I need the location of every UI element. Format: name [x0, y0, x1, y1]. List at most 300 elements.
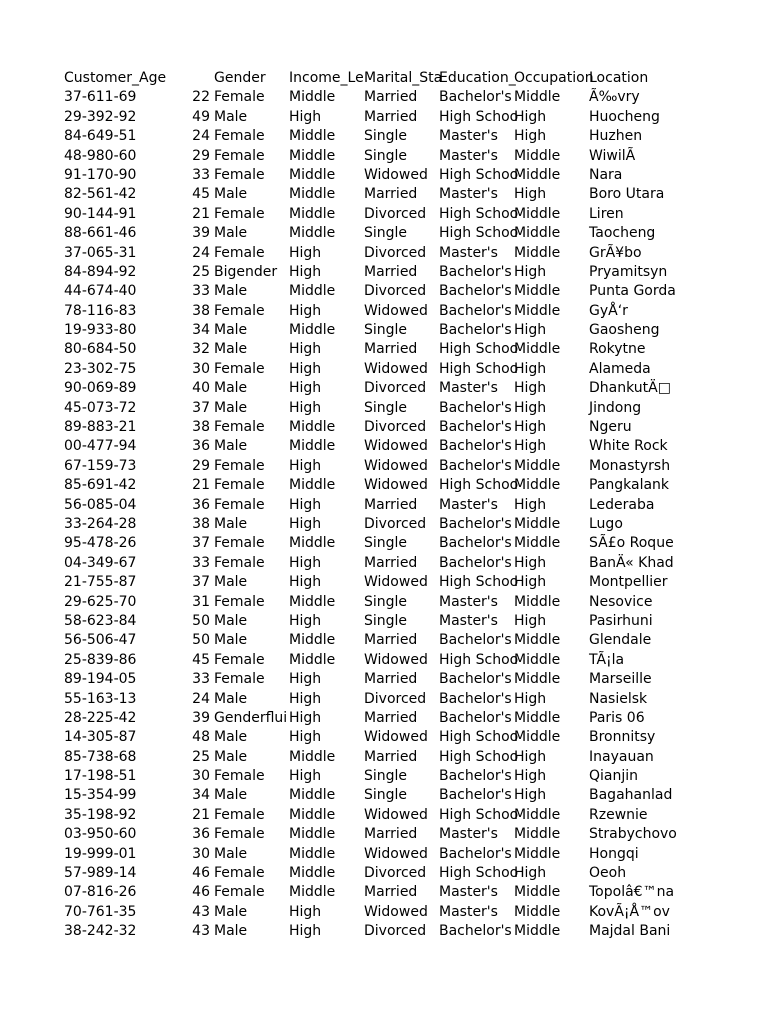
cell-location[interactable]: Liren	[589, 205, 624, 222]
cell-occupation[interactable]: High	[514, 768, 547, 785]
cell-age[interactable]: 25	[192, 748, 210, 765]
cell-location[interactable]: Paris 06	[589, 709, 645, 726]
cell-age[interactable]: 50	[192, 612, 210, 629]
cell-marital[interactable]: Single	[364, 322, 408, 339]
cell-id[interactable]: 04-349-67	[64, 554, 137, 571]
cell-gender[interactable]: Male	[214, 845, 248, 862]
cell-income[interactable]: High	[289, 554, 322, 571]
cell-id[interactable]: 56-506-47	[64, 632, 137, 649]
cell-location[interactable]: DhankutÄ□	[589, 380, 671, 397]
cell-occupation[interactable]: High	[514, 438, 547, 455]
cell-income[interactable]: Middle	[289, 787, 336, 804]
cell-age[interactable]: 37	[192, 574, 210, 591]
cell-income[interactable]: Middle	[289, 806, 336, 823]
cell-location[interactable]: Bagahanlad	[589, 787, 673, 804]
cell-id[interactable]: 33-264-28	[64, 515, 137, 532]
cell-id[interactable]: 21-755-87	[64, 574, 137, 591]
cell-marital[interactable]: Divorced	[364, 205, 427, 222]
cell-gender[interactable]: Male	[214, 787, 248, 804]
cell-education[interactable]: Master's	[439, 496, 498, 513]
cell-id[interactable]: 70-761-35	[64, 903, 137, 920]
cell-income[interactable]: High	[289, 457, 322, 474]
cell-occupation[interactable]: High	[514, 322, 547, 339]
cell-income[interactable]: Middle	[289, 225, 336, 242]
cell-education[interactable]: High Schoo	[439, 865, 519, 882]
cell-income[interactable]: High	[289, 574, 322, 591]
cell-education[interactable]: Bachelor's	[439, 419, 512, 436]
cell-age[interactable]: 34	[192, 322, 210, 339]
cell-education[interactable]: Bachelor's	[439, 535, 512, 552]
cell-income[interactable]: High	[289, 903, 322, 920]
cell-income[interactable]: High	[289, 380, 322, 397]
cell-location[interactable]: Rokytne	[589, 341, 646, 358]
cell-occupation[interactable]: High	[514, 554, 547, 571]
cell-age[interactable]: 38	[192, 515, 210, 532]
cell-occupation[interactable]: High	[514, 496, 547, 513]
cell-age[interactable]: 36	[192, 438, 210, 455]
cell-id[interactable]: 44-674-40	[64, 283, 137, 300]
cell-education[interactable]: Bachelor's	[439, 787, 512, 804]
cell-income[interactable]: High	[289, 768, 322, 785]
cell-education[interactable]: Bachelor's	[439, 399, 512, 416]
cell-age[interactable]: 33	[192, 671, 210, 688]
cell-income[interactable]: High	[289, 709, 322, 726]
cell-income[interactable]: High	[289, 729, 322, 746]
cell-education[interactable]: Bachelor's	[439, 283, 512, 300]
cell-occupation[interactable]: Middle	[514, 884, 561, 901]
cell-gender[interactable]: Male	[214, 225, 248, 242]
cell-occupation[interactable]: Middle	[514, 341, 561, 358]
cell-occupation[interactable]: High	[514, 612, 547, 629]
cell-occupation[interactable]: High	[514, 399, 547, 416]
cell-income[interactable]: High	[289, 923, 322, 940]
cell-gender[interactable]: Female	[214, 147, 265, 164]
cell-education[interactable]: Master's	[439, 147, 498, 164]
cell-occupation[interactable]: High	[514, 186, 547, 203]
cell-location[interactable]: Nara	[589, 166, 623, 183]
cell-education[interactable]: Bachelor's	[439, 89, 512, 106]
cell-marital[interactable]: Single	[364, 225, 408, 242]
cell-income[interactable]: Middle	[289, 89, 336, 106]
cell-marital[interactable]: Married	[364, 496, 418, 513]
cell-marital[interactable]: Widowed	[364, 360, 428, 377]
cell-marital[interactable]: Widowed	[364, 651, 428, 668]
cell-income[interactable]: Middle	[289, 283, 336, 300]
cell-marital[interactable]: Divorced	[364, 690, 427, 707]
cell-income[interactable]: Middle	[289, 884, 336, 901]
cell-education[interactable]: Bachelor's	[439, 709, 512, 726]
cell-occupation[interactable]: Middle	[514, 515, 561, 532]
cell-location[interactable]: GrÃ¥bo	[589, 244, 642, 261]
cell-gender[interactable]: Male	[214, 186, 248, 203]
cell-income[interactable]: Middle	[289, 865, 336, 882]
cell-income[interactable]: Middle	[289, 147, 336, 164]
cell-location[interactable]: Ã‰vry	[589, 89, 640, 106]
cell-location[interactable]: WiwilÃ	[589, 147, 636, 164]
cell-location[interactable]: Glendale	[589, 632, 652, 649]
header-education[interactable]: Education_	[439, 70, 516, 86]
cell-location[interactable]: Strabychovo	[589, 826, 677, 843]
header-gender[interactable]: Gender	[214, 70, 266, 86]
cell-education[interactable]: High Schoo	[439, 341, 519, 358]
cell-occupation[interactable]: High	[514, 360, 547, 377]
cell-id[interactable]: 95-478-26	[64, 535, 137, 552]
cell-age[interactable]: 33	[192, 166, 210, 183]
cell-occupation[interactable]: High	[514, 380, 547, 397]
cell-location[interactable]: Bronnitsy	[589, 729, 656, 746]
cell-income[interactable]: Middle	[289, 748, 336, 765]
cell-location[interactable]: Taocheng	[589, 225, 656, 242]
cell-education[interactable]: High Schoo	[439, 225, 519, 242]
cell-occupation[interactable]: Middle	[514, 709, 561, 726]
cell-income[interactable]: High	[289, 263, 322, 280]
cell-education[interactable]: High Schoo	[439, 108, 519, 125]
cell-age[interactable]: 24	[192, 244, 210, 261]
cell-gender[interactable]: Male	[214, 612, 248, 629]
cell-marital[interactable]: Married	[364, 671, 418, 688]
cell-income[interactable]: High	[289, 515, 322, 532]
cell-education[interactable]: Bachelor's	[439, 554, 512, 571]
cell-id[interactable]: 38-242-32	[64, 923, 137, 940]
cell-location[interactable]: BanÄ« Khad	[589, 554, 674, 571]
cell-gender[interactable]: Male	[214, 574, 248, 591]
cell-id[interactable]: 23-302-75	[64, 360, 137, 377]
cell-age[interactable]: 21	[192, 477, 210, 494]
cell-marital[interactable]: Married	[364, 884, 418, 901]
cell-id[interactable]: 85-738-68	[64, 748, 137, 765]
cell-education[interactable]: Bachelor's	[439, 302, 512, 319]
cell-marital[interactable]: Widowed	[364, 302, 428, 319]
cell-gender[interactable]: Female	[214, 671, 265, 688]
cell-marital[interactable]: Married	[364, 748, 418, 765]
cell-id[interactable]: 17-198-51	[64, 768, 137, 785]
cell-education[interactable]: Bachelor's	[439, 263, 512, 280]
cell-marital[interactable]: Married	[364, 263, 418, 280]
cell-education[interactable]: Bachelor's	[439, 690, 512, 707]
cell-income[interactable]: High	[289, 341, 322, 358]
cell-income[interactable]: Middle	[289, 535, 336, 552]
cell-gender[interactable]: Male	[214, 399, 248, 416]
cell-gender[interactable]: Female	[214, 651, 265, 668]
cell-location[interactable]: Inayauan	[589, 748, 654, 765]
cell-gender[interactable]: Female	[214, 496, 265, 513]
cell-age[interactable]: 37	[192, 535, 210, 552]
cell-id[interactable]: 00-477-94	[64, 438, 137, 455]
cell-gender[interactable]: Female	[214, 244, 265, 261]
cell-marital[interactable]: Married	[364, 709, 418, 726]
cell-gender[interactable]: Male	[214, 748, 248, 765]
cell-marital[interactable]: Widowed	[364, 166, 428, 183]
cell-gender[interactable]: Genderflui	[214, 709, 288, 726]
cell-age[interactable]: 37	[192, 399, 210, 416]
cell-education[interactable]: Bachelor's	[439, 845, 512, 862]
cell-id[interactable]: 82-561-42	[64, 186, 137, 203]
cell-gender[interactable]: Bigender	[214, 263, 278, 280]
cell-id[interactable]: 84-649-51	[64, 128, 137, 145]
cell-id[interactable]: 84-894-92	[64, 263, 137, 280]
cell-education[interactable]: High Schoo	[439, 574, 519, 591]
cell-occupation[interactable]: Middle	[514, 826, 561, 843]
cell-occupation[interactable]: Middle	[514, 244, 561, 261]
cell-age[interactable]: 34	[192, 787, 210, 804]
cell-id[interactable]: 37-611-69	[64, 89, 137, 106]
cell-location[interactable]: Topolâ€™na	[589, 884, 675, 901]
cell-age[interactable]: 29	[192, 457, 210, 474]
cell-id[interactable]: 58-623-84	[64, 612, 137, 629]
cell-id[interactable]: 80-684-50	[64, 341, 137, 358]
cell-occupation[interactable]: Middle	[514, 166, 561, 183]
cell-age[interactable]: 38	[192, 302, 210, 319]
cell-education[interactable]: Bachelor's	[439, 632, 512, 649]
cell-income[interactable]: Middle	[289, 826, 336, 843]
cell-age[interactable]: 48	[192, 729, 210, 746]
cell-occupation[interactable]: Middle	[514, 205, 561, 222]
cell-id[interactable]: 90-144-91	[64, 205, 137, 222]
cell-age[interactable]: 43	[192, 903, 210, 920]
cell-marital[interactable]: Single	[364, 399, 408, 416]
cell-id[interactable]: 45-073-72	[64, 399, 137, 416]
cell-age[interactable]: 45	[192, 651, 210, 668]
cell-age[interactable]: 25	[192, 263, 210, 280]
cell-age[interactable]: 33	[192, 554, 210, 571]
cell-id[interactable]: 57-989-14	[64, 865, 137, 882]
cell-gender[interactable]: Female	[214, 535, 265, 552]
cell-gender[interactable]: Male	[214, 341, 248, 358]
cell-location[interactable]: Lugo	[589, 515, 623, 532]
cell-marital[interactable]: Married	[364, 186, 418, 203]
cell-education[interactable]: Bachelor's	[439, 768, 512, 785]
cell-location[interactable]: Punta Gorda	[589, 283, 676, 300]
cell-education[interactable]: Master's	[439, 903, 498, 920]
cell-location[interactable]: Pasirhuni	[589, 612, 653, 629]
cell-id[interactable]: 15-354-99	[64, 787, 137, 804]
cell-age[interactable]: 46	[192, 865, 210, 882]
cell-location[interactable]: Boro Utara	[589, 186, 665, 203]
cell-occupation[interactable]: High	[514, 690, 547, 707]
cell-marital[interactable]: Divorced	[364, 865, 427, 882]
cell-gender[interactable]: Male	[214, 690, 248, 707]
cell-occupation[interactable]: Middle	[514, 845, 561, 862]
cell-income[interactable]: High	[289, 612, 322, 629]
cell-education[interactable]: Master's	[439, 826, 498, 843]
cell-marital[interactable]: Married	[364, 554, 418, 571]
cell-location[interactable]: Rzewnie	[589, 806, 648, 823]
cell-id[interactable]: 19-999-01	[64, 845, 137, 862]
cell-marital[interactable]: Married	[364, 632, 418, 649]
cell-location[interactable]: Majdal Bani	[589, 923, 671, 940]
cell-income[interactable]: Middle	[289, 419, 336, 436]
cell-income[interactable]: Middle	[289, 845, 336, 862]
cell-education[interactable]: Bachelor's	[439, 923, 512, 940]
cell-id[interactable]: 91-170-90	[64, 166, 137, 183]
cell-marital[interactable]: Single	[364, 612, 408, 629]
cell-age[interactable]: 21	[192, 205, 210, 222]
cell-location[interactable]: Qianjin	[589, 768, 639, 785]
cell-age[interactable]: 45	[192, 186, 210, 203]
cell-education[interactable]: Bachelor's	[439, 671, 512, 688]
cell-marital[interactable]: Married	[364, 341, 418, 358]
cell-occupation[interactable]: High	[514, 108, 547, 125]
cell-location[interactable]: Marseille	[589, 671, 652, 688]
cell-id[interactable]: 89-194-05	[64, 671, 137, 688]
cell-age[interactable]: 49	[192, 108, 210, 125]
cell-marital[interactable]: Widowed	[364, 477, 428, 494]
cell-marital[interactable]: Single	[364, 593, 408, 610]
cell-age[interactable]: 39	[192, 709, 210, 726]
cell-marital[interactable]: Divorced	[364, 283, 427, 300]
cell-occupation[interactable]: High	[514, 263, 547, 280]
cell-age[interactable]: 22	[192, 89, 210, 106]
cell-occupation[interactable]: Middle	[514, 302, 561, 319]
cell-marital[interactable]: Widowed	[364, 845, 428, 862]
cell-income[interactable]: High	[289, 360, 322, 377]
cell-marital[interactable]: Widowed	[364, 806, 428, 823]
cell-occupation[interactable]: Middle	[514, 89, 561, 106]
cell-education[interactable]: Bachelor's	[439, 438, 512, 455]
cell-age[interactable]: 36	[192, 496, 210, 513]
cell-marital[interactable]: Single	[364, 768, 408, 785]
cell-age[interactable]: 21	[192, 806, 210, 823]
cell-age[interactable]: 38	[192, 419, 210, 436]
cell-location[interactable]: Ngeru	[589, 419, 632, 436]
cell-gender[interactable]: Female	[214, 89, 265, 106]
cell-id[interactable]: 89-883-21	[64, 419, 137, 436]
cell-id[interactable]: 29-625-70	[64, 593, 137, 610]
cell-marital[interactable]: Divorced	[364, 244, 427, 261]
cell-gender[interactable]: Male	[214, 283, 248, 300]
cell-id[interactable]: 07-816-26	[64, 884, 137, 901]
cell-occupation[interactable]: Middle	[514, 477, 561, 494]
cell-location[interactable]: Lederaba	[589, 496, 655, 513]
cell-gender[interactable]: Female	[214, 884, 265, 901]
cell-gender[interactable]: Female	[214, 554, 265, 571]
cell-location[interactable]: Huzhen	[589, 128, 643, 145]
header-location[interactable]: Location	[589, 70, 649, 86]
cell-marital[interactable]: Single	[364, 787, 408, 804]
cell-marital[interactable]: Widowed	[364, 729, 428, 746]
cell-occupation[interactable]: Middle	[514, 671, 561, 688]
cell-education[interactable]: Bachelor's	[439, 322, 512, 339]
cell-education[interactable]: Master's	[439, 128, 498, 145]
cell-age[interactable]: 30	[192, 360, 210, 377]
header-customer-age[interactable]: Customer_Age	[64, 70, 167, 86]
cell-occupation[interactable]: Middle	[514, 923, 561, 940]
cell-age[interactable]: 30	[192, 845, 210, 862]
cell-gender[interactable]: Female	[214, 419, 265, 436]
cell-occupation[interactable]: Middle	[514, 651, 561, 668]
cell-education[interactable]: Master's	[439, 884, 498, 901]
cell-income[interactable]: High	[289, 108, 322, 125]
cell-gender[interactable]: Female	[214, 768, 265, 785]
cell-income[interactable]: High	[289, 690, 322, 707]
cell-income[interactable]: Middle	[289, 166, 336, 183]
cell-location[interactable]: Pryamitsyn	[589, 263, 668, 280]
cell-gender[interactable]: Male	[214, 108, 248, 125]
cell-education[interactable]: Master's	[439, 612, 498, 629]
cell-age[interactable]: 29	[192, 147, 210, 164]
cell-occupation[interactable]: Middle	[514, 632, 561, 649]
cell-education[interactable]: High Schoo	[439, 651, 519, 668]
cell-age[interactable]: 36	[192, 826, 210, 843]
cell-age[interactable]: 50	[192, 632, 210, 649]
cell-id[interactable]: 25-839-86	[64, 651, 137, 668]
cell-location[interactable]: Alameda	[589, 360, 651, 377]
cell-education[interactable]: High Schoo	[439, 205, 519, 222]
cell-income[interactable]: Middle	[289, 186, 336, 203]
cell-location[interactable]: Montpellier	[589, 574, 668, 591]
cell-gender[interactable]: Male	[214, 729, 248, 746]
cell-education[interactable]: Bachelor's	[439, 457, 512, 474]
cell-gender[interactable]: Female	[214, 205, 265, 222]
cell-income[interactable]: Middle	[289, 477, 336, 494]
cell-income[interactable]: Middle	[289, 128, 336, 145]
cell-location[interactable]: Jindong	[589, 399, 642, 416]
cell-marital[interactable]: Married	[364, 89, 418, 106]
cell-occupation[interactable]: High	[514, 748, 547, 765]
cell-gender[interactable]: Male	[214, 380, 248, 397]
cell-gender[interactable]: Female	[214, 128, 265, 145]
cell-id[interactable]: 90-069-89	[64, 380, 137, 397]
cell-education[interactable]: Bachelor's	[439, 515, 512, 532]
cell-education[interactable]: High Schoo	[439, 166, 519, 183]
cell-age[interactable]: 40	[192, 380, 210, 397]
cell-marital[interactable]: Divorced	[364, 380, 427, 397]
cell-location[interactable]: Nesovice	[589, 593, 653, 610]
cell-education[interactable]: Master's	[439, 186, 498, 203]
header-occupation[interactable]: Occupation	[514, 70, 594, 86]
cell-occupation[interactable]: High	[514, 787, 547, 804]
cell-education[interactable]: High Schoo	[439, 806, 519, 823]
cell-location[interactable]: Monastyrsh	[589, 457, 671, 474]
cell-age[interactable]: 39	[192, 225, 210, 242]
cell-id[interactable]: 03-950-60	[64, 826, 137, 843]
cell-location[interactable]: TÃ¡la	[589, 651, 625, 668]
cell-gender[interactable]: Male	[214, 923, 248, 940]
cell-education[interactable]: Master's	[439, 244, 498, 261]
cell-id[interactable]: 78-116-83	[64, 302, 137, 319]
cell-age[interactable]: 31	[192, 593, 210, 610]
cell-location[interactable]: Nasielsk	[589, 690, 648, 707]
cell-age[interactable]: 33	[192, 283, 210, 300]
cell-marital[interactable]: Single	[364, 147, 408, 164]
cell-marital[interactable]: Divorced	[364, 419, 427, 436]
header-income-level[interactable]: Income_Le	[289, 70, 364, 86]
cell-id[interactable]: 14-305-87	[64, 729, 137, 746]
cell-gender[interactable]: Female	[214, 593, 265, 610]
cell-income[interactable]: High	[289, 671, 322, 688]
cell-gender[interactable]: Female	[214, 360, 265, 377]
cell-id[interactable]: 56-085-04	[64, 496, 137, 513]
cell-marital[interactable]: Widowed	[364, 574, 428, 591]
cell-gender[interactable]: Female	[214, 302, 265, 319]
cell-marital[interactable]: Widowed	[364, 903, 428, 920]
cell-occupation[interactable]: Middle	[514, 729, 561, 746]
cell-marital[interactable]: Married	[364, 826, 418, 843]
cell-occupation[interactable]: Middle	[514, 903, 561, 920]
cell-age[interactable]: 24	[192, 690, 210, 707]
cell-marital[interactable]: Widowed	[364, 457, 428, 474]
cell-occupation[interactable]: Middle	[514, 457, 561, 474]
cell-gender[interactable]: Male	[214, 632, 248, 649]
cell-age[interactable]: 30	[192, 768, 210, 785]
cell-education[interactable]: Master's	[439, 593, 498, 610]
cell-occupation[interactable]: Middle	[514, 593, 561, 610]
cell-location[interactable]: Huocheng	[589, 108, 660, 125]
cell-gender[interactable]: Male	[214, 515, 248, 532]
cell-id[interactable]: 85-691-42	[64, 477, 137, 494]
cell-income[interactable]: High	[289, 496, 322, 513]
cell-id[interactable]: 19-933-80	[64, 322, 137, 339]
